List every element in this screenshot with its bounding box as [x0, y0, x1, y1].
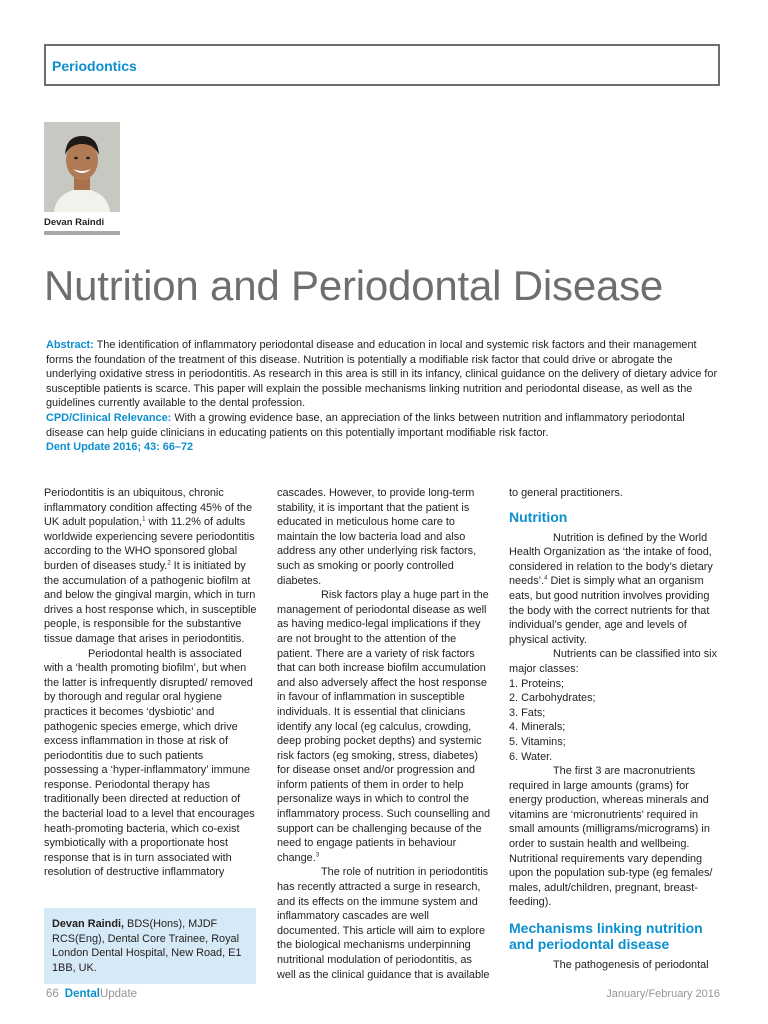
article-citation: Dent Update 2016; 43: 66–72: [46, 441, 194, 454]
col1-paragraph-2: Periodontal health is associated with a ‘health promoting biofilm’, but when the latter is infrequently disrupted/ removed by thorough and regular oral hygiene practices it becomes ‘dysbiotic’ and pathogenic species emerge, which drive excess inflammation in those at risk of periodontitis due to such patients possessing a ‘hyper-inflammatory’ immune response. Periodontal therapy has traditionally been directed at reduction of the bacterial load to a level that encourages heath-promoting bacteria, which co-exist symbiotically with a proportionate host response that is in turn associated with resolution of destructive inflammatory: [44, 647, 255, 879]
journal-brand-suffix: Update: [99, 988, 138, 1000]
reference-link-2[interactable]: 2: [167, 560, 171, 567]
reference-link-1[interactable]: 1: [142, 516, 146, 523]
reference-link-4[interactable]: 4: [544, 575, 548, 582]
journal-brand: Dental: [64, 988, 100, 1000]
col1-text-b: with 11.2% of adults worldwide experiencing severe periodontitis according to the WHO sponsored global burden of diseases study.: [44, 516, 255, 572]
col3-paragraph-4: The pathogenesis of periodontal: [553, 959, 709, 972]
section-header-box: [44, 44, 720, 86]
col1-paragraph-1: [44, 486, 258, 647]
author-portrait-image: [44, 122, 120, 212]
col2-text-a: Risk factors play a huge part in the management of periodontal disease as well as having medico-legal implications if they are not brought to the attention of the patient. There are a variety of risk factors that can both increase biofilm accumulation and also adversely affect the host response in favour of inflammation in susceptible individuals. It is essential that clinicians identify any local (eg calculus, crowding, deep probing pocket depths) and systemic risk factors (eg smoking, stress, diabetes) for disease onset and/or progression and inform patients of them in order to help personalize ways in which to control the inflammatory process. Such counselling and support can be challenging because of the need to engage patients in behaviour change.: [277, 589, 491, 864]
list-item: 4. Minerals;: [509, 721, 566, 734]
abstract-label: Abstract:: [46, 339, 94, 351]
article-title: Nutrition and Periodontal Disease: [44, 262, 664, 309]
cpd-text: With a growing evidence base, an appreciation of the links between nutrition and inflammatory periodontal disease can help guide clinicians in educating patients on this potentially important modifiable risk factor.: [46, 411, 685, 439]
list-item: 3. Fats;: [509, 706, 546, 719]
issue-date: January/February 2016: [606, 988, 720, 1000]
col2-paragraph-1: cascades. However, to provide long-term stability, it is important that the patient is educated in meticulous home care to maintain the low bacteria load and also address any other underlying risk factors, such as smoking or poorly controlled diabetes.: [277, 487, 477, 587]
section-label: Periodontics: [52, 58, 137, 74]
heading-nutrition: Nutrition: [509, 508, 568, 525]
list-item: 6. Water.: [509, 750, 553, 763]
body-column-3: [509, 486, 723, 973]
abstract-block: [46, 338, 722, 455]
col1-text-c: It is initiated by the accumulation of a pathogenic biofilm at and below the gingival margin, which in turn drives a host response which, in susceptible people, is responsible for the substantive tissue damage that arises in periodontitis.: [44, 559, 257, 645]
author-photo: [44, 122, 120, 212]
list-item: 2. Carbohydrates;: [509, 692, 596, 705]
col2-paragraph-3: The role of nutrition in periodontitis has recently attracted a surge in research, and its effects on the immune system and inflammatory cascades are well documented. This article will aim to explore the biological mechanisms underpinning nutritional modulation of periodontitis, as well as the clinical guidance that is available: [277, 866, 490, 981]
page-number: 66: [46, 988, 59, 1000]
col3-text-b: Diet is simply what an organism eats, but good nutrition involves providing the body with the correct nutrients for that individual’s gender, age and levels of physical activity.: [509, 575, 710, 646]
cpd-paragraph: [46, 411, 722, 440]
col1-text-a: Periodontitis is an ubiquitous, chronic inflammatory condition affecting 45% of the UK adult population,: [44, 487, 253, 529]
author-caption-rule: [44, 231, 120, 235]
bio-details: BDS(Hons), MJDF RCS(Eng), Dental Core Trainee, Royal London Dental Hospital, New Road, E1 1BB, UK.: [52, 918, 242, 974]
reference-link-3[interactable]: 3: [315, 852, 320, 859]
list-item: 1. Proteins;: [509, 677, 565, 690]
heading-mechanisms: Mechanisms linking nutrition and periodontal disease: [509, 920, 703, 953]
col3-text-a: Nutrition is defined by the World Health Organization as ‘the intake of food, considered in relation to the body’s dietary needs’.: [509, 531, 713, 588]
col2-paragraph-2: [277, 588, 491, 865]
col3-paragraph-1: [509, 531, 723, 648]
author-bio-box: [44, 908, 256, 984]
cpd-label: CPD/Clinical Relevance:: [46, 411, 172, 424]
abstract-text: The identification of inflammatory periodontal disease and education in local and systemic risk factors and their management forms the foundation of the treatment of this disease. Nutrition is potentially a modifiable risk factor that could drive or abrogate the underlying oxidative stress in periodontitis. As research in this area is still in its infancy, clinical guidance on the delivery of dietary advice for susceptible patients is scarce. This paper will explain the possible mechanisms linking nutrition and periodontal disease, as well as the guidelines currently available to the dental profession.: [46, 339, 718, 410]
list-item: 5. Vitamins;: [509, 735, 566, 748]
abstract-paragraph: [46, 338, 722, 411]
col3-paragraph-0: to general practitioners.: [509, 487, 623, 499]
bio-name: Devan Raindi,: [52, 918, 125, 930]
col3-paragraph-3: The first 3 are macronutrients required in large amounts (grams) for energy production, whereas minerals and vitamins are ‘micronutrients’ required in small amounts (milligrams/micrograms) in order to sustain health and wellbeing. Nutritional requirements vary depending upon the population sub-type (eg females/ males, adult/children, pregnant, breast-feeding).: [509, 765, 713, 909]
body-column-1: [44, 486, 258, 880]
nutrient-classes-list: [509, 677, 723, 765]
footer-left: [46, 988, 137, 1000]
body-column-2: [277, 486, 491, 982]
author-photo-caption: Devan Raindi: [44, 217, 105, 228]
col3-paragraph-2: Nutrients can be classified into six major classes:: [509, 648, 718, 675]
